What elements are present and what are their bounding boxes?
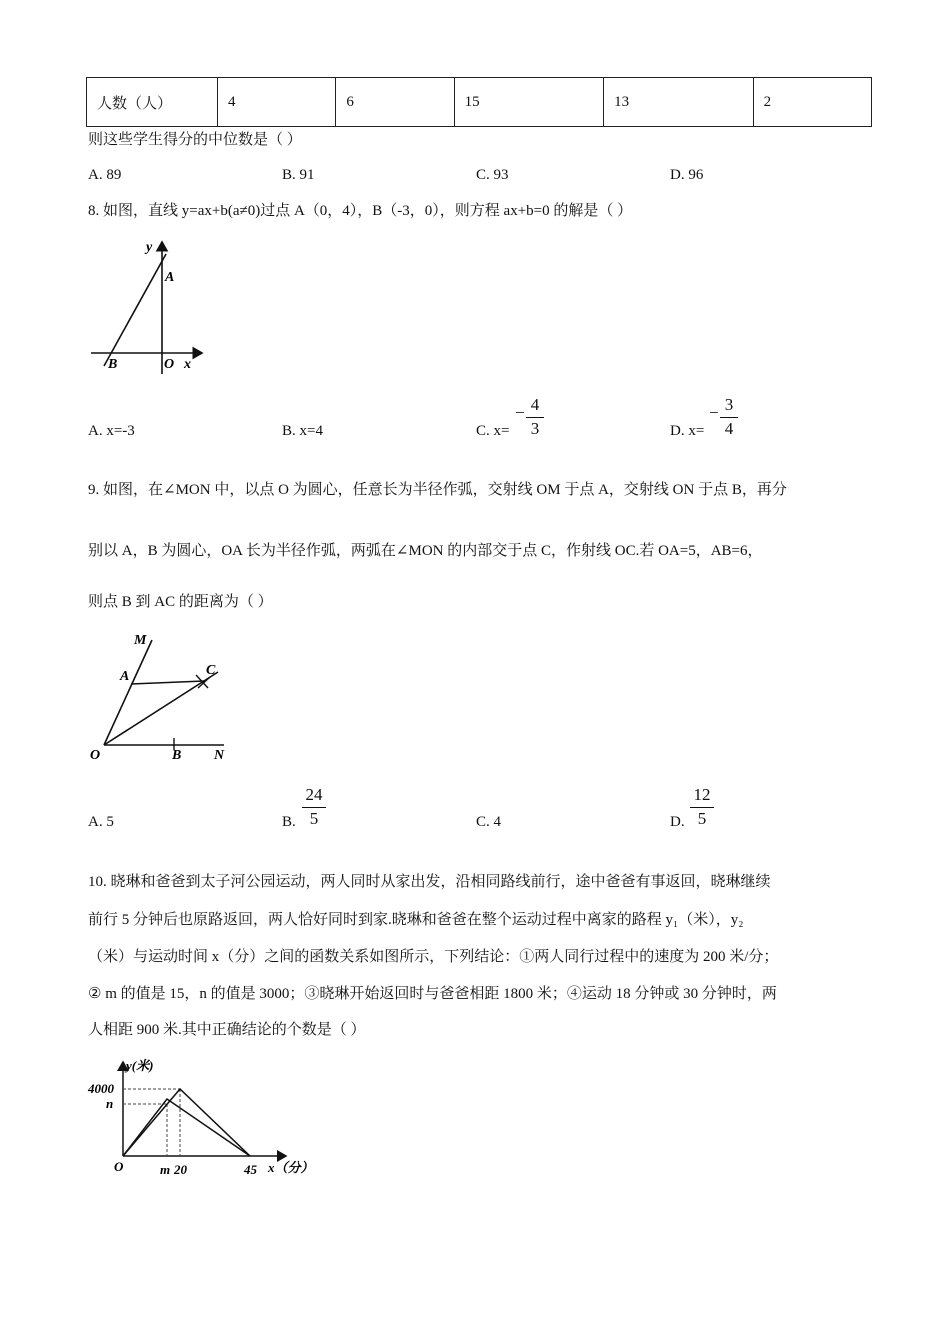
label-n: N — [214, 748, 225, 763]
y-axis-label: y(米) — [126, 1058, 154, 1073]
fraction-denominator: 5 — [309, 808, 319, 828]
fraction-denominator: 3 — [530, 418, 540, 438]
fraction-bar — [526, 417, 544, 418]
q8-option-d-sign: − — [709, 403, 719, 422]
line-y1 — [123, 1089, 250, 1156]
q8-option-b: B. x=4 — [282, 423, 323, 439]
label-a: A — [165, 270, 175, 285]
q7-stem: 则这些学生得分的中位数是（ ） — [88, 132, 302, 148]
q10-line-5: 人相距 900 米.其中正确结论的个数是（ ） — [88, 1022, 366, 1038]
line-y2 — [123, 1099, 250, 1156]
score-table — [86, 77, 872, 127]
q7-option-a: A. 89 — [88, 167, 122, 183]
table-cell: 6 — [336, 78, 454, 127]
q8-stem: 8. 如图，直线 y=ax+b(a≠0)过点 A（0，4），B（-3，0），则方程 ax+b=0 的解是（ ） — [88, 203, 633, 219]
origin-label: O — [114, 1159, 124, 1174]
q8-option-a: A. x=-3 — [88, 423, 135, 439]
fraction-denominator: 5 — [697, 808, 707, 828]
x-axis-label: x（分） — [268, 1160, 314, 1175]
q8-option-d-prefix: D. x= — [670, 423, 705, 439]
tick-4000: 4000 — [88, 1081, 114, 1096]
table-cell: 2 — [753, 78, 871, 127]
label-m: M — [134, 633, 147, 648]
fraction-numerator: 24 — [305, 785, 323, 804]
table-row-label: 人数（人） — [87, 78, 218, 127]
q10-line-2: 前行 5 分钟后也原路返回，两人恰好同时到家.晓琳和爸爸在整个运动过程中离家的路程 y₁（米），y₂ — [88, 912, 744, 928]
q9-option-a: A. 5 — [88, 814, 114, 830]
label-b: B — [172, 748, 182, 763]
fraction-numerator: 4 — [530, 395, 540, 414]
fraction-denominator: 4 — [724, 418, 734, 438]
fraction-bar — [302, 807, 326, 808]
table-row — [87, 78, 872, 127]
table-cell: 15 — [454, 78, 603, 127]
label-x: x — [184, 357, 191, 372]
q10-line-4: ② m 的值是 15，n 的值是 3000；③晓琳开始返回时与爸爸相距 1800 米；④运动 18 分钟或 30 分钟时，两 — [88, 986, 777, 1002]
q9-option-b-fraction — [302, 786, 326, 828]
q7-option-d: D. 96 — [670, 167, 704, 183]
q9-option-d-fraction — [690, 786, 714, 828]
q8-option-c-fraction — [526, 396, 544, 438]
fraction-numerator: 3 — [724, 395, 734, 414]
q10-line-3: （米）与运动时间 x（分）之间的函数关系如图所示，下列结论：①两人同行过程中的速度为 200 米/分； — [88, 949, 779, 965]
q9-option-d-prefix: D. — [670, 814, 685, 830]
segment-ac — [131, 681, 204, 684]
table-cell: 4 — [218, 78, 336, 127]
line-ab — [104, 254, 166, 366]
tick-45: 45 — [244, 1162, 257, 1177]
q8-figure — [86, 236, 211, 376]
label-o: O — [164, 357, 175, 372]
q7-option-b: B. 91 — [282, 167, 315, 183]
q8-option-c-prefix: C. x= — [476, 423, 510, 439]
fraction-numerator: 12 — [693, 785, 711, 804]
q7-option-c: C. 93 — [476, 167, 509, 183]
q10-line-1: 10. 晓琳和爸爸到太子河公园运动，两人同时从家出发，沿相同路线前行，途中爸爸有事返回，晓琳继续 — [88, 874, 771, 890]
q9-line-3: 则点 B 到 AC 的距离为（ ） — [88, 594, 273, 610]
q10-figure — [86, 1056, 326, 1180]
q9-option-b-prefix: B. — [282, 814, 296, 830]
label-b: B — [108, 357, 118, 372]
label-a: A — [120, 669, 130, 684]
table-cell: 13 — [604, 78, 753, 127]
label-y: y — [146, 240, 153, 255]
q9-line-1: 9. 如图，在∠MON 中，以点 O 为圆心，任意长为半径作弧，交射线 OM 于点 A，交射线 ON 于点 B，再分 — [88, 482, 787, 498]
tick-20: 20 — [174, 1162, 187, 1177]
label-o: O — [90, 748, 101, 763]
tick-m: m — [160, 1162, 171, 1177]
q9-line-2: 别以 A，B 为圆心，OA 长为半径作弧，两弧在∠MON 的内部交于点 C，作射线 OC.若 OA=5，AB=6， — [88, 543, 763, 559]
q8-option-d-fraction — [720, 396, 738, 438]
q9-option-c: C. 4 — [476, 814, 502, 830]
q8-option-c-sign: − — [515, 403, 525, 422]
q9-figure — [86, 628, 236, 768]
label-c: C — [206, 663, 216, 678]
fraction-bar — [690, 807, 714, 808]
fraction-bar — [720, 417, 738, 418]
tick-n: n — [106, 1096, 114, 1111]
